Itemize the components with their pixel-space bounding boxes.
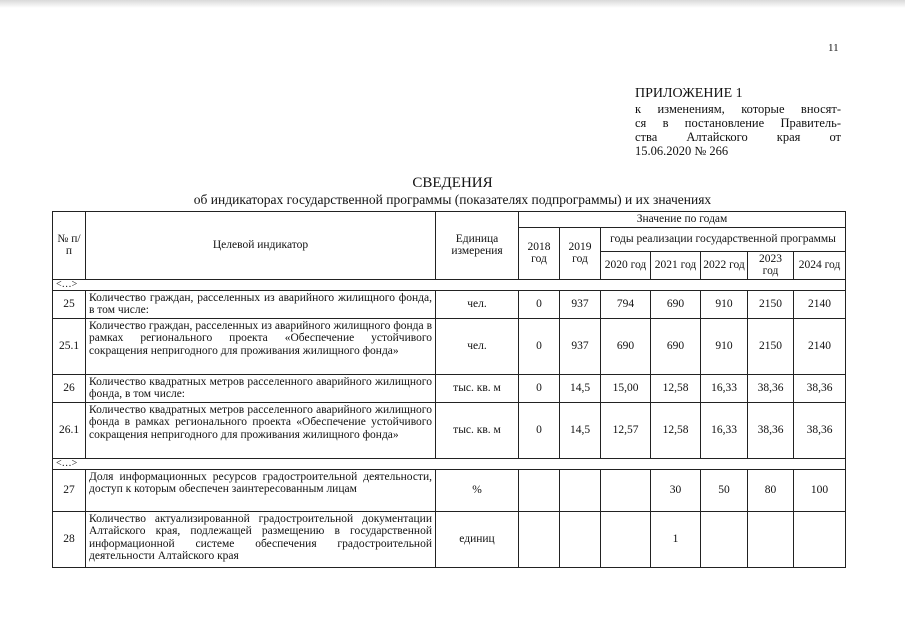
row-value-2024: 2140 [794, 290, 846, 318]
row-value-2020: 690 [601, 318, 651, 374]
appendix-line: к изменениям, которые вносят- [635, 102, 841, 116]
page-number: 11 [828, 42, 839, 54]
row-value-2018: 0 [519, 290, 560, 318]
row-unit: чел. [436, 318, 519, 374]
row-indicator: Количество актуализированной градостроительной документации Алтайского края, подлежащей размещению в государственной информационной системе обеспечения градостроительной деятельности Алтайского края [86, 511, 436, 567]
row-value-2024: 2140 [794, 318, 846, 374]
row-value-2020: 15,00 [601, 374, 651, 402]
row-value-2023: 2150 [748, 318, 794, 374]
row-value-2018: 0 [519, 318, 560, 374]
row-value-2023 [748, 511, 794, 567]
row-unit: тыс. кв. м [436, 402, 519, 458]
row-value-2024: 38,36 [794, 402, 846, 458]
row-value-2022: 16,33 [701, 402, 748, 458]
appendix-line: ства Алтайского края от [635, 130, 841, 144]
scan-edge [0, 0, 905, 8]
row-value-2019 [560, 511, 601, 567]
row-value-2021: 12,58 [651, 402, 701, 458]
row-value-2022: 16,33 [701, 374, 748, 402]
appendix-title: ПРИЛОЖЕНИЕ 1 [635, 86, 743, 101]
row-unit: тыс. кв. м [436, 374, 519, 402]
row-value-2022: 910 [701, 290, 748, 318]
row-indicator: Количество квадратных метров расселенного аварийного жилищного фонда, в том числе: [86, 374, 436, 402]
row-value-2022: 50 [701, 469, 748, 511]
row-value-2024: 38,36 [794, 374, 846, 402]
omitted-rows-marker: <…> [53, 279, 846, 290]
header-indicator: Целевой индикатор [86, 212, 436, 280]
appendix-line: 15.06.2020 № 266 [635, 144, 729, 158]
row-unit: единиц [436, 511, 519, 567]
row-unit: % [436, 469, 519, 511]
row-value-2019: 14,5 [560, 402, 601, 458]
row-value-2018: 0 [519, 402, 560, 458]
header-year-2024: 2024 год [794, 251, 846, 279]
row-value-2020 [601, 511, 651, 567]
row-value-2024: 100 [794, 469, 846, 511]
header-number: № п/п [53, 212, 86, 280]
header-values-by-year: Значение по годам [519, 212, 846, 228]
row-value-2023: 38,36 [748, 402, 794, 458]
row-indicator: Количество граждан, расселенных из аварийного жилищного фонда в рамках регионального проекта «Обеспечение устойчивого сокращения непригодного для проживания жилищного фонда» [86, 318, 436, 374]
row-number: 28 [53, 511, 86, 567]
row-value-2023: 38,36 [748, 374, 794, 402]
header-year-2023: 2023 год [748, 251, 794, 279]
row-unit: чел. [436, 290, 519, 318]
appendix-block [635, 86, 841, 158]
omitted-rows-marker: <…> [53, 458, 846, 469]
document-subtitle: об индикаторах государственной программы (показателях подпрограммы) и их значениях [193, 192, 712, 207]
row-value-2018 [519, 511, 560, 567]
row-number: 25.1 [53, 318, 86, 374]
row-value-2022: 910 [701, 318, 748, 374]
row-value-2020: 12,57 [601, 402, 651, 458]
row-number: 26 [53, 374, 86, 402]
document-title: СВЕДЕНИЯ [412, 175, 493, 191]
header-year-2020: 2020 год [601, 251, 651, 279]
row-indicator: Количество квадратных метров расселенного аварийного жилищного фонда в рамках регионального проекта «Обеспечение устойчивого сокращения непригодного для проживания жилищного фонда» [86, 402, 436, 458]
row-value-2023: 80 [748, 469, 794, 511]
appendix-line: ся в постановление Правитель- [635, 116, 841, 130]
row-value-2020: 794 [601, 290, 651, 318]
row-value-2018 [519, 469, 560, 511]
row-value-2021: 30 [651, 469, 701, 511]
row-value-2019 [560, 469, 601, 511]
row-number: 26.1 [53, 402, 86, 458]
row-value-2023: 2150 [748, 290, 794, 318]
row-value-2020 [601, 469, 651, 511]
row-value-2024 [794, 511, 846, 567]
row-value-2022 [701, 511, 748, 567]
row-indicator: Количество граждан, расселенных из аварийного жилищного фонда, в том числе: [86, 290, 436, 318]
header-year-2021: 2021 год [651, 251, 701, 279]
header-program-years: годы реализации государственной программы [601, 227, 846, 251]
row-value-2019: 937 [560, 290, 601, 318]
row-number: 27 [53, 469, 86, 511]
row-value-2018: 0 [519, 374, 560, 402]
header-year-2022: 2022 год [701, 251, 748, 279]
row-value-2019: 937 [560, 318, 601, 374]
header-year-2018: 2018 год [519, 227, 560, 279]
header-year-2019: 2019 год [560, 227, 601, 279]
row-indicator: Доля информационных ресурсов градостроительной деятельности, доступ к которым обеспечен заинтересованным лицам [86, 469, 436, 511]
row-value-2021: 1 [651, 511, 701, 567]
row-value-2021: 690 [651, 290, 701, 318]
row-value-2021: 12,58 [651, 374, 701, 402]
row-value-2019: 14,5 [560, 374, 601, 402]
header-unit: Единица измерения [436, 212, 519, 280]
row-value-2021: 690 [651, 318, 701, 374]
indicators-table [52, 211, 846, 568]
row-number: 25 [53, 290, 86, 318]
